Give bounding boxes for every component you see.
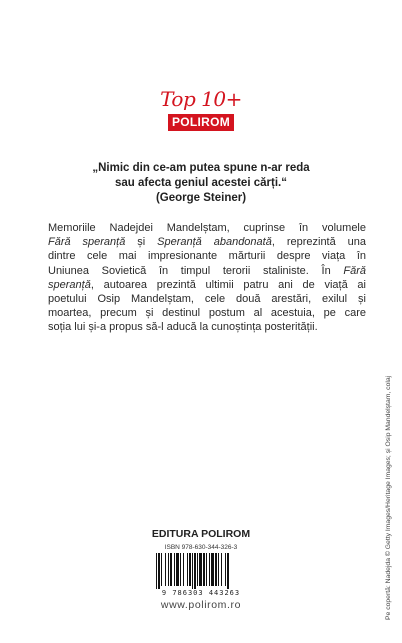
description-line: moartea, precum și destinul postum al acestuia, pe care [48,307,366,320]
description-line: speranță, autoarea prezintă ultimii patru ani de viață ai [48,278,366,291]
volume-title: speranță [48,278,91,291]
publisher-imprint [141,528,261,612]
volume-title: Speranță abandonată [157,236,272,249]
volume-title: Fără speranță [48,236,126,249]
quote-line: „Nimic din ce-am putea spune n-ar reda [92,162,310,174]
book-description [48,221,366,335]
publisher-website: www.polirom.ro [160,599,242,611]
barcode-digits: 9 786303 443263 [161,589,241,597]
barcode-icon [155,553,247,589]
cover-credit: Pe copertă: Nadejda © Getty Images/Heritage Images; și Osip Mandelștam, colaj [385,375,392,620]
blurb-quote [0,161,402,206]
series-name: Top 10+ [160,87,242,111]
series-logo [0,88,402,131]
description-line: dintre cele mai impresionante mărturii despre viața în [48,250,366,263]
description-line: soția lui și-a propus să-l aducă la cunoștința posterității. [48,321,318,334]
description-line: Memoriile Nadejdei Mandelștam, cuprinse în volumele [48,222,366,234]
description-line: poetului Osip Mandelștam, cele două arestări, exilul și [48,293,366,306]
isbn-number: ISBN 978-630-344-326-3 [164,544,238,551]
publisher-badge: POLIROM [168,114,234,131]
description-line: Fără speranță și Speranță abandonată, reprezintă una [48,236,367,249]
publisher-name: EDITURA POLIROM [151,528,251,540]
quote-line: sau afecta geniul acestei cărți.“ [115,177,287,189]
description-line: Uniunea Sovietică în timpul terorii staliniste. În Fără [48,264,366,277]
volume-title: Fără [343,264,366,277]
quote-author: (George Steiner) [155,192,247,204]
